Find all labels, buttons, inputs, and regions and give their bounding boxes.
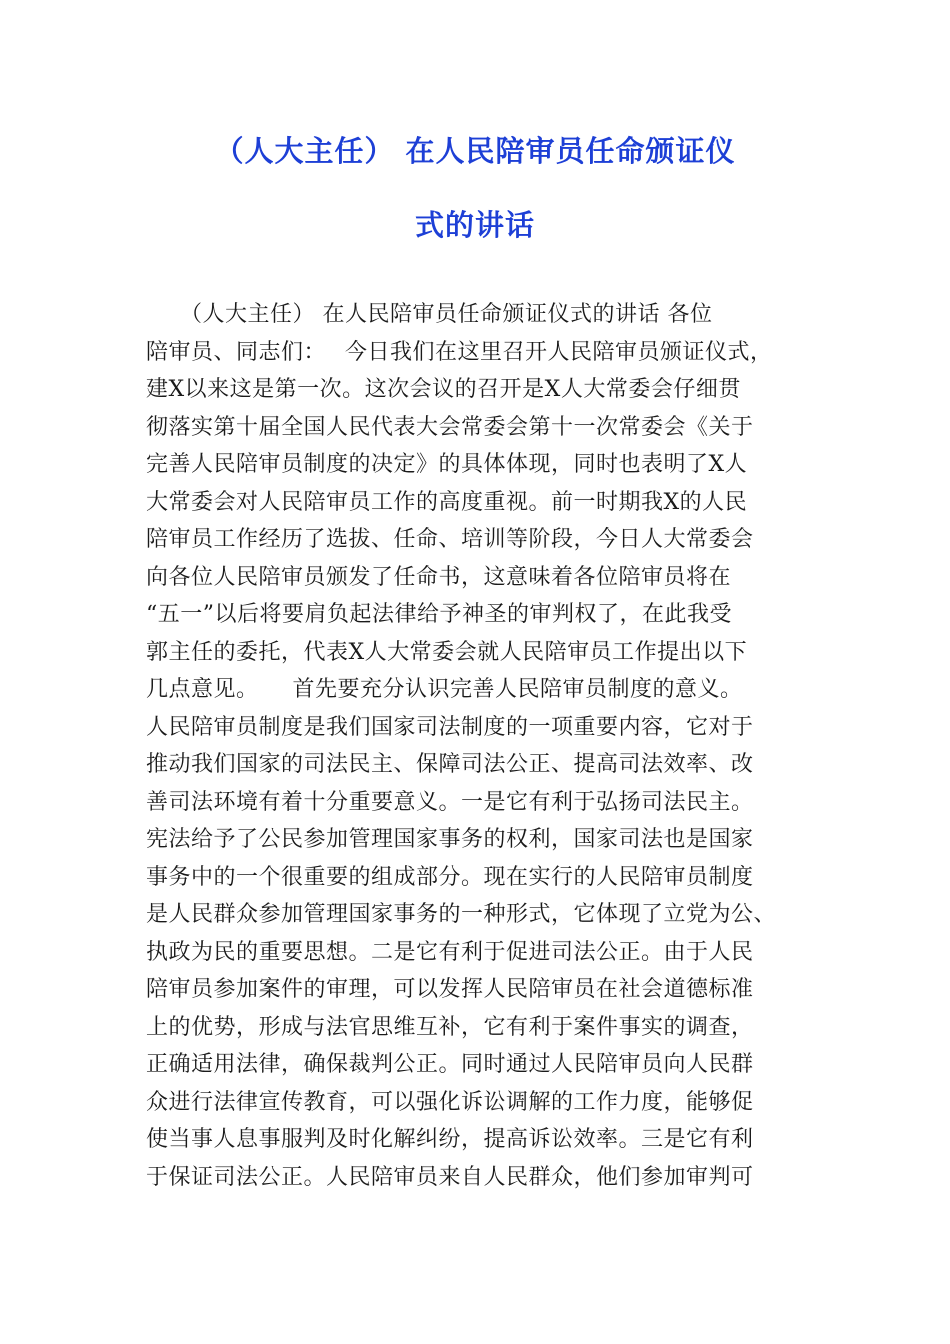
body-text-line: 宪法给予了公民参加管理国家事务的权利，国家司法也是国家 bbox=[146, 827, 754, 852]
body-text-line: 人民陪审员制度是我们国家司法制度的一项重要内容，它对于 bbox=[146, 714, 754, 740]
body-text-line: 是人民群众参加管理国家事务的一种形式，它体现了立党为公、 bbox=[146, 902, 777, 927]
body-text-line: 使当事人息事服判及时化解纠纷，提高诉讼效率。三是它有利 bbox=[146, 1127, 754, 1152]
document-body bbox=[146, 296, 806, 1196]
body-text-line: 建X以来这是第一次。这次会议的召开是X人大常委会仔细贯 bbox=[146, 377, 741, 402]
document-title-line-2: 式的讲话 bbox=[414, 208, 535, 242]
body-text-line: 几点意见。 首先要充分认识完善人民陪审员制度的意义。 bbox=[146, 677, 743, 702]
body-text-line: 上的优势，形成与法官思维互补，它有利于案件事实的调查， bbox=[146, 1014, 754, 1040]
body-text-line: 彻落实第十届全国人民代表大会常委会第十一次常委会《关于 bbox=[146, 414, 754, 440]
body-text-line: 推动我们国家的司法民主、保障司法公正、提高司法效率、改 bbox=[146, 752, 754, 777]
body-text-line: 正确适用法律，确保裁判公正。同时通过人民陪审员向人民群 bbox=[146, 1052, 754, 1077]
body-text-line: 善司法环境有着十分重要意义。一是它有利于弘扬司法民主。 bbox=[146, 789, 754, 815]
body-text-line: 执政为民的重要思想。二是它有利于促进司法公正。由于人民 bbox=[146, 939, 754, 965]
body-text-line: 事务中的一个很重要的组成部分。现在实行的人民陪审员制度 bbox=[146, 864, 754, 890]
body-text-line: 陪审员参加案件的审理，可以发挥人民陪审员在社会道德标准 bbox=[146, 977, 754, 1002]
body-text-line: （人大主任） 在人民陪审员任命颁证仪式的讲话 各位 bbox=[146, 302, 713, 327]
body-text-line: 于保证司法公正。人民陪审员来自人民群众，他们参加审判可 bbox=[146, 1164, 754, 1190]
body-text-line: 大常委会对人民陪审员工作的高度重视。前一时期我X的人民 bbox=[146, 489, 748, 515]
document-title-line-1: （人大主任） 在人民陪审员任命颁证仪 bbox=[214, 134, 736, 168]
body-text-line: 向各位人民陪审员颁发了任命书，这意味着各位陪审员将在 bbox=[146, 564, 732, 590]
body-text-line: 陪审员工作经历了选拔、任命、培训等阶段，今日人大常委会 bbox=[146, 527, 754, 552]
body-text-line: 完善人民陪审员制度的决定》的具体体现，同时也表明了X人 bbox=[146, 452, 748, 477]
body-text-line: “五一”以后将要肩负起法律给予神圣的审判权了，在此我受 bbox=[146, 602, 732, 627]
body-text-line: 众进行法律宣传教育，可以强化诉讼调解的工作力度，能够促 bbox=[146, 1089, 754, 1115]
body-text-line: 郭主任的委托，代表X人大常委会就人民陪审员工作提出以下 bbox=[146, 639, 748, 665]
body-text-line: 陪审员、同志们： 今日我们在这里召开人民陪审员颁证仪式， bbox=[146, 339, 773, 365]
